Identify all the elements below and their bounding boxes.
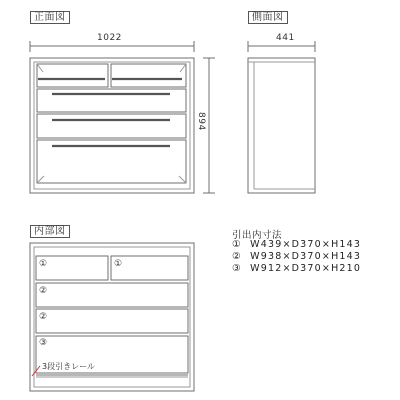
specs-title: 引出内寸法 xyxy=(232,230,283,241)
spec-marker: ③ xyxy=(232,263,242,274)
spec-text: W938×D370×H143 xyxy=(250,251,362,262)
spec-row-1 xyxy=(232,239,361,250)
spec-row-2 xyxy=(232,251,361,262)
spec-row-3 xyxy=(232,263,361,274)
interior-marker-1b: ① xyxy=(114,259,123,269)
front-view-label: 正面図 xyxy=(30,11,70,24)
spec-marker: ② xyxy=(232,251,242,262)
interior-marker-1a: ① xyxy=(39,259,48,269)
side-depth-dimension: 441 xyxy=(276,33,295,43)
side-view-label: 側面図 xyxy=(248,11,288,24)
interior-marker-2a: ② xyxy=(39,286,48,296)
interior-marker-3: ③ xyxy=(39,338,48,348)
front-width-dimension: 1022 xyxy=(97,33,122,43)
front-height-dimension: 894 xyxy=(196,112,206,131)
spec-text: W439×D370×H143 xyxy=(250,239,362,250)
spec-marker: ① xyxy=(232,239,242,250)
rail-label: 3段引きレール xyxy=(42,362,95,371)
spec-text: W912×D370×H210 xyxy=(250,263,362,274)
interior-marker-2b: ② xyxy=(39,312,48,322)
interior-view-label: 内部図 xyxy=(30,225,70,238)
